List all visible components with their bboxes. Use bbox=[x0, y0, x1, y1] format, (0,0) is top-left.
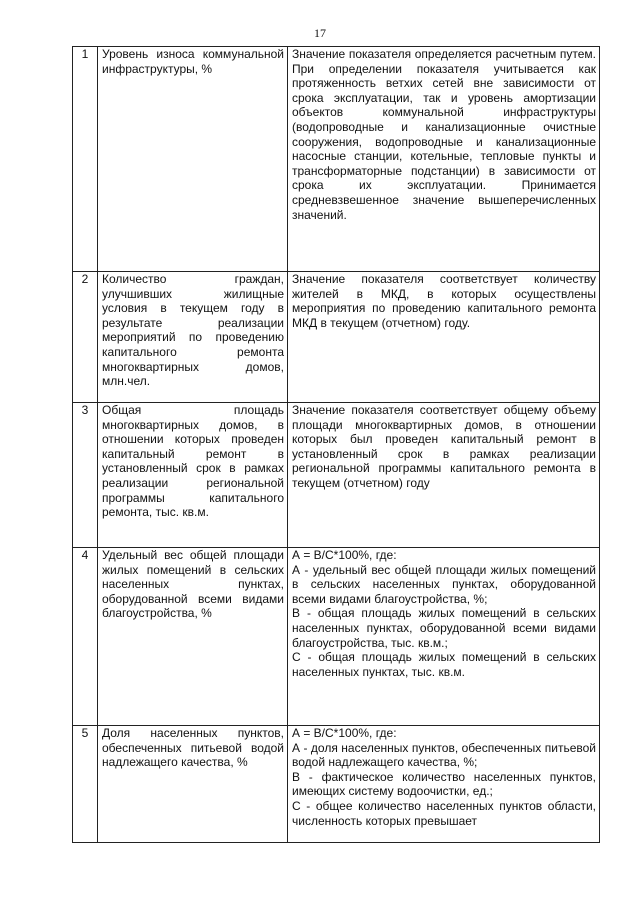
page-number: 17 bbox=[314, 26, 326, 40]
description-line: С - общая площадь жилых помещений в сельских населенных пунктах, тыс. кв.м. bbox=[292, 650, 596, 679]
description-line: Значение показателя соответствует общему объему площади многоквартирных домов, в отношении которых был проведен капитальный ремонт в установленный срок в рамках реализации региональной программы капитального ремонта в текущем (отчетном) году bbox=[292, 403, 596, 490]
indicators-table bbox=[72, 46, 600, 843]
indicator-description bbox=[288, 726, 600, 843]
description-line: В - фактическое количество населенных пунктов, имеющих систему водоочистки, ед.; bbox=[292, 769, 596, 799]
indicator-description bbox=[288, 47, 600, 272]
description-line: В - общая площадь жилых помещений в сельских населенных пунктах, оборудованной всеми видами благоустройства, тыс. кв.м.; bbox=[292, 606, 596, 650]
row-number: 3 bbox=[73, 403, 98, 548]
indicator-name: Уровень износа коммунальной инфраструктуры, % bbox=[98, 47, 288, 272]
row-number: 2 bbox=[73, 272, 98, 403]
table-row bbox=[73, 726, 600, 843]
description-line: А - доля населенных пунктов, обеспеченных питьевой водой надлежащего качества, %; bbox=[292, 740, 596, 770]
formula-line: А = В/С*100%, где: bbox=[292, 726, 397, 740]
indicator-description bbox=[288, 548, 600, 726]
indicator-name: Удельный вес общей площади жилых помещений в сельских населенных пунктах, оборудованной всеми видами благоустройства, % bbox=[98, 548, 288, 726]
row-number: 5 bbox=[73, 726, 98, 843]
table-row bbox=[73, 403, 600, 548]
row-number: 4 bbox=[73, 548, 98, 726]
indicator-description bbox=[288, 403, 600, 548]
indicator-name: Доля населенных пунктов, обеспеченных питьевой водой надлежащего качества, % bbox=[98, 726, 288, 843]
table-row bbox=[73, 272, 600, 403]
indicator-name: Количество граждан, улучшивших жилищные условия в текущем году в результате реализации мероприятий по проведению капитального ремонта многоквартирных домов, млн.чел. bbox=[98, 272, 288, 403]
description-line: А - удельный вес общей площади жилых помещений в сельских населенных пунктах, оборудованной всеми видами благоустройства, %; bbox=[292, 562, 596, 606]
formula-line: А = В/С*100%, где: bbox=[292, 548, 397, 562]
row-number: 1 bbox=[73, 47, 98, 272]
indicator-description bbox=[288, 272, 600, 403]
indicator-name: Общая площадь многоквартирных домов, в отношении которых проведен капитальный ремонт в установленный срок в рамках реализации региональной программы капитального ремонта, тыс. кв.м. bbox=[98, 403, 288, 548]
description-line: С - общее количество населенных пунктов области, численность которых превышает bbox=[292, 798, 596, 828]
description-line: Значение показателя определяется расчетным путем. При определении показателя учитывается как протяженность ветхих сетей вне зависимости от срока эксплуатации, так и уровень амортизации объектов коммунальной инфраструктуры (водопроводные и канализационные очистные сооружения, водопроводные и канализационные насосные станции, котельные, тепловые пункты и трансформаторные подстанции) в зависимости от срока их эксплуатации. Принимается средневзвешенное значение вышеперечисленных значений. bbox=[292, 47, 596, 222]
table-row bbox=[73, 47, 600, 272]
table-row bbox=[73, 548, 600, 726]
description-line: Значение показателя соответствует количеству жителей в МКД, в которых осуществлены мероприятия по проведению капитального ремонта МКД в текущем (отчетном) году. bbox=[292, 272, 596, 330]
